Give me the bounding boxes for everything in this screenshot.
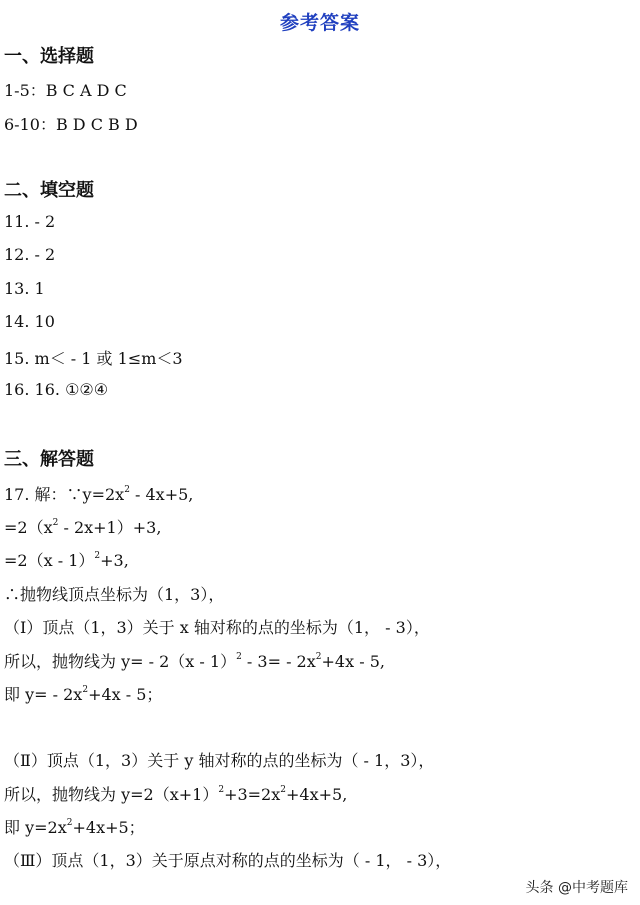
fill-answer-16: 16. 16. ①②④: [4, 380, 109, 399]
section-heading-fill: 二、填空题: [4, 180, 94, 201]
q17-part-3: （Ⅲ）顶点（1，3）关于原点对称的点的坐标为（ - 1， - 3），: [4, 851, 452, 870]
choice-answers-1-5: 1-5：B C A D C: [4, 81, 127, 100]
q17-part-2: （Ⅱ）顶点（1，3）关于 y 轴对称的点的坐标为（ - 1，3），: [4, 751, 435, 770]
q17-part-1-equation: 所以，抛物线为 $y= - 2(x - 1)^2 - 3= - 2x^2+4x - 5$,: [4, 652, 385, 671]
section-heading-choice: 一、选择题: [4, 46, 94, 67]
q17-step-1: $=2(x^2 - 2x+1)+3$,: [4, 518, 162, 537]
fill-answer-13: 13. 1: [4, 279, 45, 298]
fill-answer-14: 14. 10: [4, 312, 55, 331]
page-title: 参考答案: [279, 12, 360, 34]
q17-vertex: ∴抛物线顶点坐标为（1，3），: [4, 585, 225, 604]
source-watermark: 头条 @中考题库: [525, 880, 628, 896]
section-heading-solution: 三、解答题: [4, 449, 94, 470]
q17-part-2-answer: 即 $y=2x^2+4x+5$；: [4, 818, 145, 837]
choice-answers-6-10: 6-10：B D C B D: [4, 115, 138, 134]
fill-answer-12: 12. - 2: [4, 245, 56, 264]
q17-step-2: =2（x - 1）$^2$+3,: [4, 551, 129, 570]
q17-intro: 17. 解：$\because y=2x^2 - 4x+5$,: [4, 485, 194, 504]
q17-part-1-answer: 即 $y= - 2x^2+4x - 5$；: [4, 685, 163, 704]
fill-answer-15: 15. m＜ - 1 或 1≤m＜3: [4, 349, 183, 368]
q17-part-1: （Ⅰ）顶点（1，3）关于 x 轴对称的点的坐标为（1， - 3），: [4, 618, 430, 637]
fill-answer-11: 11. - 2: [4, 212, 56, 231]
q17-part-2-equation: 所以，抛物线为 $y=2(x+1)^2+3=2x^2+4x+5$,: [4, 785, 348, 804]
